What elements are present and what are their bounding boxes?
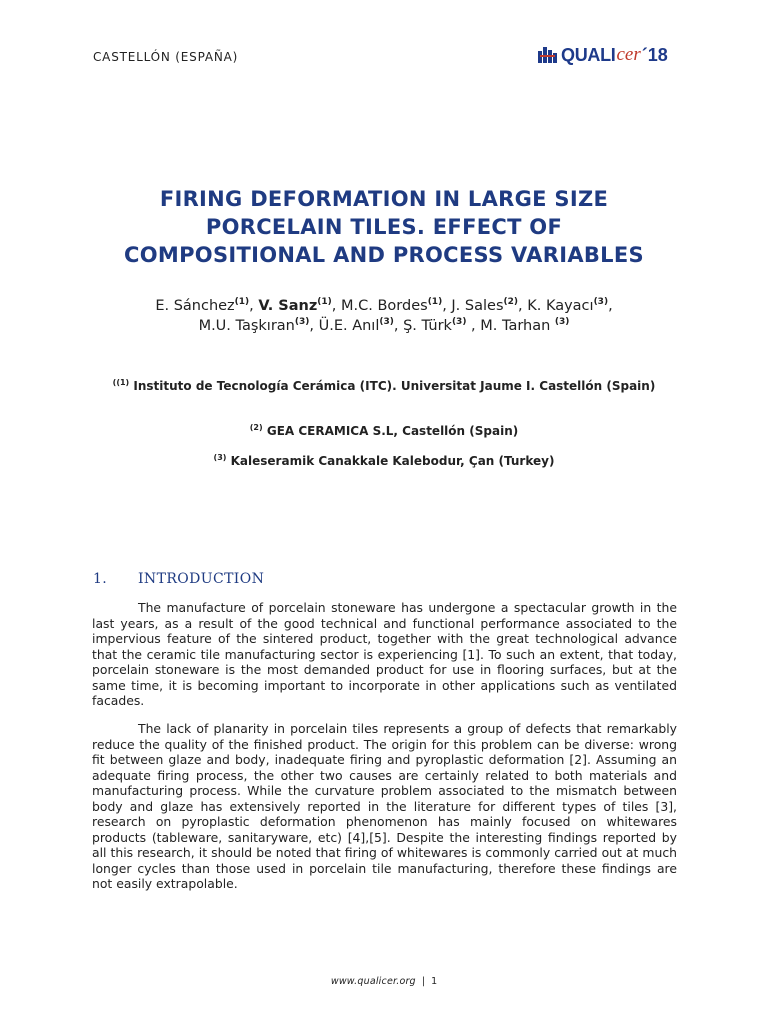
footer-separator: | [421, 976, 426, 987]
affiliation-3 [100, 453, 668, 470]
author-affiliation-mark: (1) [234, 297, 250, 307]
section-heading [93, 571, 264, 587]
author-affiliation-mark: (3) [593, 297, 609, 307]
footer-url: www.qualicer.org [330, 976, 416, 987]
author-affiliation-mark: (2) [503, 297, 518, 307]
author-affiliation-mark: (3) [379, 317, 394, 327]
affiliation-mark: (3) [213, 453, 227, 462]
section-number: 1. [93, 571, 108, 587]
author-name: Ü.E. Anıl [318, 318, 380, 334]
author-affiliation-mark: (3) [451, 317, 467, 327]
author-name: E. Sánchez [155, 298, 235, 314]
author-name: Ş. Türk [403, 318, 452, 334]
running-header-location: CASTELLÓN (ESPAÑA) [93, 50, 239, 64]
logo-year: ´18 [641, 44, 668, 65]
author-affiliation-mark: (3) [554, 317, 570, 327]
affiliation-text: Instituto de Tecnología Cerámica (ITC). Universitat Jaume I. Castellón (Spain) [133, 379, 656, 393]
section-title: INTRODUCTION [138, 571, 265, 587]
title-line: COMPOSITIONAL AND PROCESS VARIABLES [124, 243, 644, 267]
body-paragraph: The lack of planarity in porcelain tiles represents a group of defects that remarkably reduce the quality of the finished product. The origin for this problem can be diverse: wrong fit between glaze and body, inadequate firing and pyroplastic deformation [2]. Assuming an adequate firing process, the other two causes are certainly related to both materials and manufacturing process. While the curvature problem associated to the mismatch between body and glaze has extensively reported in the literature for different types of tiles [3], research on pyroplastic deformation phenomenon has mainly focused on whitewares products (tableware, sanitaryware, etc) [4],[5]. Despite the interesting findings reported by all this research, it should be noted that firing of whitewares is commonly carried out at much longer cycles than those used in porcelain tile manufacturing, therefore these findings are not easily extrapolable. [92, 721, 677, 891]
qualicer-emblem-icon [538, 47, 558, 63]
page-footer [0, 976, 768, 987]
page-number: 1 [431, 976, 438, 987]
affiliation-text: Kaleseramik Canakkale Kalebodur, Çan (Turkey) [230, 454, 555, 468]
author-affiliation-mark: (1) [317, 297, 332, 307]
paper-title [60, 185, 708, 269]
affiliation-mark: ((1) [112, 378, 130, 387]
logo-brand-text: QUALI [561, 44, 616, 65]
author-name: M.C. Bordes [341, 298, 428, 314]
affiliation-1 [100, 378, 668, 395]
author-list: E. Sánchez$^{(1)}$, V. Sanz$^{(1)}$, M.C. Bordes$^{(1)}$, J. Sales$^{(2)}$, K. Kayacı$^{(3)}$, M.U. Taşkıran$^{(3)}$, Ü.E. Anıl$^{(3)}$, Ş. Türk$^{(3)}$ , M. Tarhan $^{(3)}$ [155, 297, 613, 334]
affiliation-mark: (2) [249, 423, 263, 432]
logo-brand-accent: cer [616, 44, 641, 65]
author-name: M.U. Taşkıran [198, 318, 295, 334]
author-affiliation-mark: (1) [427, 297, 443, 307]
affiliation-2 [100, 423, 668, 440]
qualicer-logo [538, 44, 668, 66]
author-name: V. Sanz [258, 298, 318, 314]
author-affiliation-mark: (3) [294, 317, 310, 327]
affiliation-text: GEA CERAMICA S.L, Castellón (Spain) [266, 424, 519, 438]
title-line: PORCELAIN TILES. EFFECT OF [205, 215, 563, 239]
author-name: J. Sales [451, 298, 504, 314]
body-paragraph: The manufacture of porcelain stoneware has undergone a spectacular growth in the last years, as a result of the good technical and functional performance associated to the impervious feature of the sintered product, together with the great technological advance that the ceramic tile manufacturing sector is experiencing [1]. To such an extent, that today, porcelain stoneware is the most demanded product for use in flooring surfaces, but at the same time, it is becoming important to incorporate in other applications such as ventilated facades. [92, 600, 677, 708]
title-line: FIRING DEFORMATION IN LARGE SIZE [159, 187, 609, 211]
author-name: M. Tarhan [480, 318, 551, 334]
author-name: K. Kayacı [527, 298, 594, 314]
